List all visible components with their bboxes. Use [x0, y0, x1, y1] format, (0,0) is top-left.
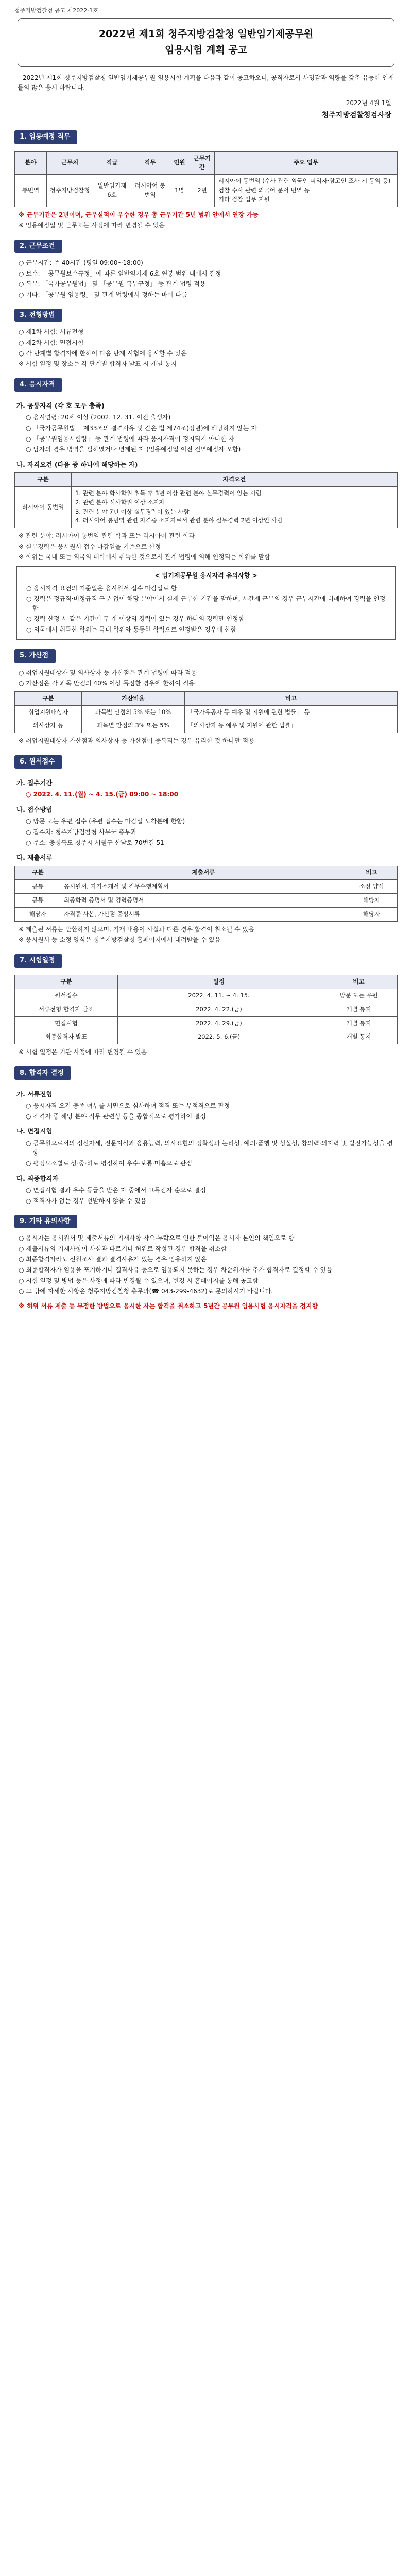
col-header: 구분	[15, 866, 61, 880]
page-title-line1: 2022년 제1회 청주지방검찰청 일반임기제공무원	[98, 28, 314, 40]
cell-type: 공통	[15, 894, 61, 908]
section-selection	[14, 309, 398, 369]
application-period: ○ 2022. 4. 11.(월) ~ 4. 15.(금) 09:00 ~ 18:00	[26, 791, 178, 799]
list-item: ○ 면접시험 결과 우수 등급을 받은 자 중에서 고득점자 순으로 결정	[26, 1186, 207, 1194]
list-item: ○ 제2차 시험: 면접시험	[19, 339, 84, 347]
note: ※ 제출된 서류는 반환하지 않으며, 기재 내용이 사실과 다른 경우 합격이 취소될 수 있음	[19, 925, 254, 933]
task-item: 러시아어 통번역 (수사 관련 외국인 피의자·참고인 조사 시 통역 등)	[218, 177, 391, 185]
section-bonus	[14, 649, 398, 745]
col-header: 구분	[15, 691, 82, 705]
table-row	[15, 719, 398, 733]
list-item: ○ 접수처: 청주지방검찰청 사무국 총무과	[26, 828, 137, 836]
positions-note: ※ 임용예정일 및 근무처는 사정에 따라 변경될 수 있음	[19, 222, 165, 229]
note: ※ 시험 일정은 기관 사정에 따라 변경될 수 있음	[19, 1048, 147, 1056]
section-head: 8. 합격자 결정	[14, 1066, 71, 1080]
cell-ratio: 과목별 만점의 3% 또는 5%	[82, 719, 185, 733]
cell-step: 서류전형 합격자 발표	[15, 1003, 118, 1016]
table-row	[15, 989, 398, 1003]
list-item: ○ 「공무원임용시험령」 등 관계 법령에 따라 응시자격이 정지되지 아니한 자	[26, 435, 234, 443]
sub-head: 나. 접수방법	[16, 805, 53, 814]
col-header: 비고	[346, 866, 398, 880]
cell-date: 2022. 4. 22.(금)	[118, 1003, 320, 1016]
cell-date: 2022. 5. 6.(금)	[118, 1030, 320, 1044]
list-item: ○ 가산점은 각 과목 만점의 40% 이상 득점한 경우에 한하여 적용	[19, 680, 195, 687]
list-item: ○ 응시자격 요건 충족 여부를 서면으로 심사하여 적격 또는 부적격으로 판정	[26, 1102, 230, 1110]
list-item: ○ 각 단계별 합격자에 한하여 다음 단계 시험에 응시할 수 있음	[19, 349, 187, 357]
list-item: ○ 경력 산정 시 같은 기간에 두 개 이상의 경력이 있는 경우 하나의 경력만 인정함	[26, 615, 245, 623]
table-row	[15, 175, 398, 207]
list-item: ○ 근무시간: 주 40시간 (평일 09:00~18:00)	[19, 259, 143, 266]
section-conditions	[14, 240, 398, 300]
note: ※ 실무경력은 응시원서 접수 마감일을 기준으로 산정	[19, 543, 161, 550]
list-item: ○ 기타: 「공무원 임용령」 및 관계 법령에서 정하는 바에 따름	[19, 291, 187, 298]
section-head: 2. 근무조건	[14, 240, 62, 253]
col-header: 비고	[185, 691, 398, 705]
cell-ratio: 과목별 만점의 5% 또는 10%	[82, 705, 185, 719]
list-item: ○ 공무원으로서의 정신자세, 전문지식과 응용능력, 의사표현의 정확성과 논리성, 예의·품행 및 성실성, 창의력·의지력 및 발전가능성을 평정	[26, 1139, 393, 1157]
note: ※ 학위는 국내 또는 외국의 대학에서 취득한 것으로서 관계 법령에 의해 인정되는 학위를 말함	[19, 553, 270, 561]
section-notes	[14, 1215, 398, 1311]
sub-head: 가. 서류전형	[16, 1090, 53, 1098]
cell-note: 해당자	[346, 894, 398, 908]
list-item: ○ 적격자가 없는 경우 선발하지 않을 수 있음	[26, 1197, 147, 1205]
col-header: 근무기간	[190, 151, 215, 175]
col-header: 직무	[131, 151, 169, 175]
title-box	[18, 18, 394, 67]
documents-table	[14, 866, 398, 921]
col-header: 일정	[118, 975, 320, 989]
list-item: ○ 주소: 충청북도 청주시 서원구 산남로 70번길 51	[26, 839, 164, 846]
section-head: 3. 전형방법	[14, 309, 62, 322]
table-row	[15, 907, 398, 921]
col-header: 인원	[169, 151, 190, 175]
table-row	[15, 1016, 398, 1030]
req-item: 4. 러시아어 통번역 관련 자격증 소지자로서 관련 분야 실무경력 2년 이상인 사람	[75, 517, 283, 524]
cell-reqs	[72, 486, 398, 528]
section-decision	[14, 1066, 398, 1206]
date-block	[14, 98, 398, 121]
col-header: 비고	[320, 975, 398, 989]
cell-type: 공통	[15, 880, 61, 894]
cell-type: 취업지원대상자	[15, 705, 82, 719]
section-head: 4. 응시자격	[14, 378, 62, 392]
list-item: ○ 평정요소별로 상·중·하로 평정하여 우수·보통·미흡으로 판정	[26, 1159, 193, 1167]
cell-type: 의사상자 등	[15, 719, 82, 733]
sub-head: 다. 최종합격자	[16, 1174, 59, 1182]
cell-doc: 자격증 사본, 가산점 증빙서류	[61, 907, 346, 921]
cell-step: 최종합격자 발표	[15, 1030, 118, 1044]
cell-step: 면접시험	[15, 1016, 118, 1030]
list-item: ○ 방문 또는 우편 접수 (우편 접수는 마감일 도착분에 한함)	[26, 818, 185, 825]
sub-head: 가. 공통자격 (각 호 모두 충족)	[16, 401, 105, 410]
cell-step: 원서접수	[15, 989, 118, 1003]
col-header: 분야	[15, 151, 47, 175]
col-header: 제출서류	[61, 866, 346, 880]
list-item: ○ 그 밖에 자세한 사항은 청주지방검찰청 총무과(☎ 043-299-4632)로 문의하시기 바랍니다.	[19, 1287, 273, 1295]
col-header: 주요 업무	[215, 151, 398, 175]
col-header: 근무처	[47, 151, 93, 175]
table-row	[15, 1003, 398, 1016]
cell-date: 2022. 4. 11. ~ 4. 15.	[118, 989, 320, 1003]
note: ※ 응시원서 등 소정 양식은 청주지방검찰청 홈페이지에서 내려받을 수 있음	[19, 936, 221, 944]
sub-head: 나. 자격요건 (다음 중 하나에 해당하는 자)	[16, 460, 138, 468]
cell-type: 해당자	[15, 907, 61, 921]
positions-table	[14, 151, 398, 207]
col-header: 자격요건	[72, 473, 398, 487]
cell-type: 러시아어 통번역	[15, 486, 72, 528]
col-header: 구분	[15, 473, 72, 487]
emphasis-note: ※ 허위 서류 제출 등 부정한 방법으로 응시한 자는 합격을 취소하고 5년간 공무원 임용시험 응시자격을 정지함	[19, 1302, 318, 1310]
cell-date: 2022. 4. 29.(금)	[118, 1016, 320, 1030]
list-item: ○ 응시연령: 20세 이상 (2002. 12. 31. 이전 출생자)	[26, 414, 171, 421]
note: ※ 관련 분야: 러시아어 통번역 관련 학과 또는 러시아어 관련 학과	[19, 532, 195, 540]
cell-period: 2년	[190, 175, 215, 207]
requirements-table	[14, 472, 398, 528]
section-head: 6. 원서접수	[14, 755, 62, 769]
cell-note: 「국가유공자 등 예우 및 지원에 관한 법률」 등	[185, 705, 398, 719]
table-row	[15, 894, 398, 908]
list-item: ○ 제출서류의 기재사항이 사실과 다르거나 허위로 작성된 경우 합격을 취소함	[19, 1245, 227, 1252]
cell-count: 1명	[169, 175, 190, 207]
cell-note: 「의사상자 등 예우 및 지원에 관한 법률」	[185, 719, 398, 733]
list-item: ○ 최종합격자라도 신원조사 결과 결격사유가 있는 경우 임용하지 않음	[19, 1256, 207, 1263]
note: ※ 시험 일정 및 장소는 각 단계별 합격자 발표 시 개별 통지	[19, 360, 177, 368]
cell-note: 개별 통지	[320, 1003, 398, 1016]
section-application	[14, 755, 398, 945]
task-item: 검찰 수사 관련 외국어 문서 번역 등	[218, 186, 310, 194]
col-header: 구분	[15, 975, 118, 989]
list-item: ○ 「국가공무원법」 제33조의 결격사유 및 같은 법 제74조(정년)에 해당하지 않는 자	[26, 424, 257, 432]
sub-head: 가. 접수기간	[16, 778, 53, 787]
section-schedule	[14, 954, 398, 1057]
notice-date: 2022년 4월 1일	[346, 99, 391, 107]
cell-note: 개별 통지	[320, 1030, 398, 1044]
cell-tasks	[215, 175, 398, 207]
eligibility-caution-box	[16, 566, 396, 640]
req-item: 1. 관련 분야 학사학위 취득 후 3년 이상 관련 분야 실무경력이 있는 사람	[75, 489, 262, 497]
list-item: ○ 보수: 「공무원보수규정」에 따른 일반임기제 6호 연봉 범위 내에서 결정	[19, 269, 221, 277]
list-item: ○ 응시자격 요건의 기준일은 응시원서 접수 마감일로 함	[26, 584, 177, 592]
col-header: 직급	[93, 151, 131, 175]
cell-note: 방문 또는 우편	[320, 989, 398, 1003]
req-item: 3. 관련 분야 7년 이상 실무경력이 있는 사람	[75, 507, 190, 515]
cell-note: 해당자	[346, 907, 398, 921]
table-row	[15, 1030, 398, 1044]
table-row	[15, 705, 398, 719]
bonus-table	[14, 691, 398, 733]
list-item: ○ 응시자는 응시원서 및 제출서류의 기재사항 착오·누락으로 인한 불이익은 응시자 본인의 책임으로 함	[19, 1234, 295, 1242]
cell-dept: 청주지방검찰청	[47, 175, 93, 207]
list-item: ○ 적격자 중 해당 분야 직무 관련성 등을 종합적으로 평가하여 결정	[26, 1112, 207, 1120]
list-item: ○ 최종합격자가 임용을 포기하거나 결격사유 등으로 임용되지 못하는 경우 차순위자를 추가 합격자로 결정할 수 있음	[19, 1266, 332, 1274]
sub-head: 나. 면접시험	[16, 1127, 53, 1136]
signer: 청주지방검찰청검사장	[321, 111, 391, 120]
req-item: 2. 관련 분야 석사학위 이상 소지자	[75, 498, 165, 506]
section-positions	[14, 130, 398, 230]
cell-duty: 러시아어 통번역	[131, 175, 169, 207]
cell-doc: 최종학력 증명서 및 경력증명서	[61, 894, 346, 908]
box-head: < 임기제공무원 응시자격 유의사항 >	[154, 571, 258, 579]
list-item: ○ 경력은 정규직·비정규직 구분 없이 해당 분야에서 실제 근무한 기간을 말하며, 시간제 근무의 경우 근무시간에 비례하여 경력을 인정함	[26, 595, 386, 612]
note: ※ 취업지원대상자 가산점과 의사상자 등 가산점이 중복되는 경우 유리한 것 하나만 적용	[19, 737, 254, 745]
cell-note: 개별 통지	[320, 1016, 398, 1030]
table-row	[15, 486, 398, 528]
sub-head: 다. 제출서류	[16, 854, 53, 862]
doc-number: 청주지방검찰청 공고 제2022-1호	[14, 7, 98, 14]
section-head: 1. 임용예정 직무	[14, 130, 77, 144]
intro-text: 2022년 제1회 청주지방검찰청 일반임기제공무원 임용시험 계획을 다음과 같이 공고하오니, 공직자로서 사명감과 역량을 갖춘 유능한 인재들의 많은 응시 바랍니다.	[18, 74, 394, 91]
section-eligibility	[14, 378, 398, 640]
list-item: ○ 제1차 시험: 서류전형	[19, 328, 84, 336]
schedule-table	[14, 975, 398, 1044]
section-head: 5. 가산점	[14, 649, 56, 663]
col-header: 가산비율	[82, 691, 185, 705]
list-item: ○ 시험 일정 및 방법 등은 사정에 따라 변경될 수 있으며, 변경 시 홈페이지를 통해 공고함	[19, 1277, 259, 1284]
task-item: 기타 검찰 업무 지원	[218, 195, 270, 203]
list-item: ○ 복무: 「국가공무원법」 및 「공무원 복무규정」 등 관계 법령 적용	[19, 280, 206, 288]
section-head: 7. 시험일정	[14, 954, 62, 968]
table-row	[15, 880, 398, 894]
list-item: ○ 취업지원대상자 및 의사상자 등 가산점은 관계 법령에 따라 적용	[19, 669, 197, 676]
page-title-line2: 임용시험 계획 공고	[164, 44, 248, 56]
section-head: 9. 기타 유의사항	[14, 1215, 77, 1228]
cell-grade: 일반임기제 6호	[93, 175, 131, 207]
cell-field: 통번역	[15, 175, 47, 207]
list-item: ○ 남자의 경우 병역을 필하였거나 면제된 자 (임용예정일 이전 전역예정자 포함)	[26, 446, 241, 453]
positions-note: ※ 근무기간은 2년이며, 근무실적이 우수한 경우 총 근무기간 5년 범위 안에서 연장 가능	[19, 211, 259, 218]
list-item: ○ 외국에서 취득한 학위는 국내 학위와 동등한 학력으로 인정받은 경우에 한함	[26, 625, 236, 633]
cell-note: 소정 양식	[346, 880, 398, 894]
cell-doc: 응시원서, 자기소개서 및 직무수행계획서	[61, 880, 346, 894]
